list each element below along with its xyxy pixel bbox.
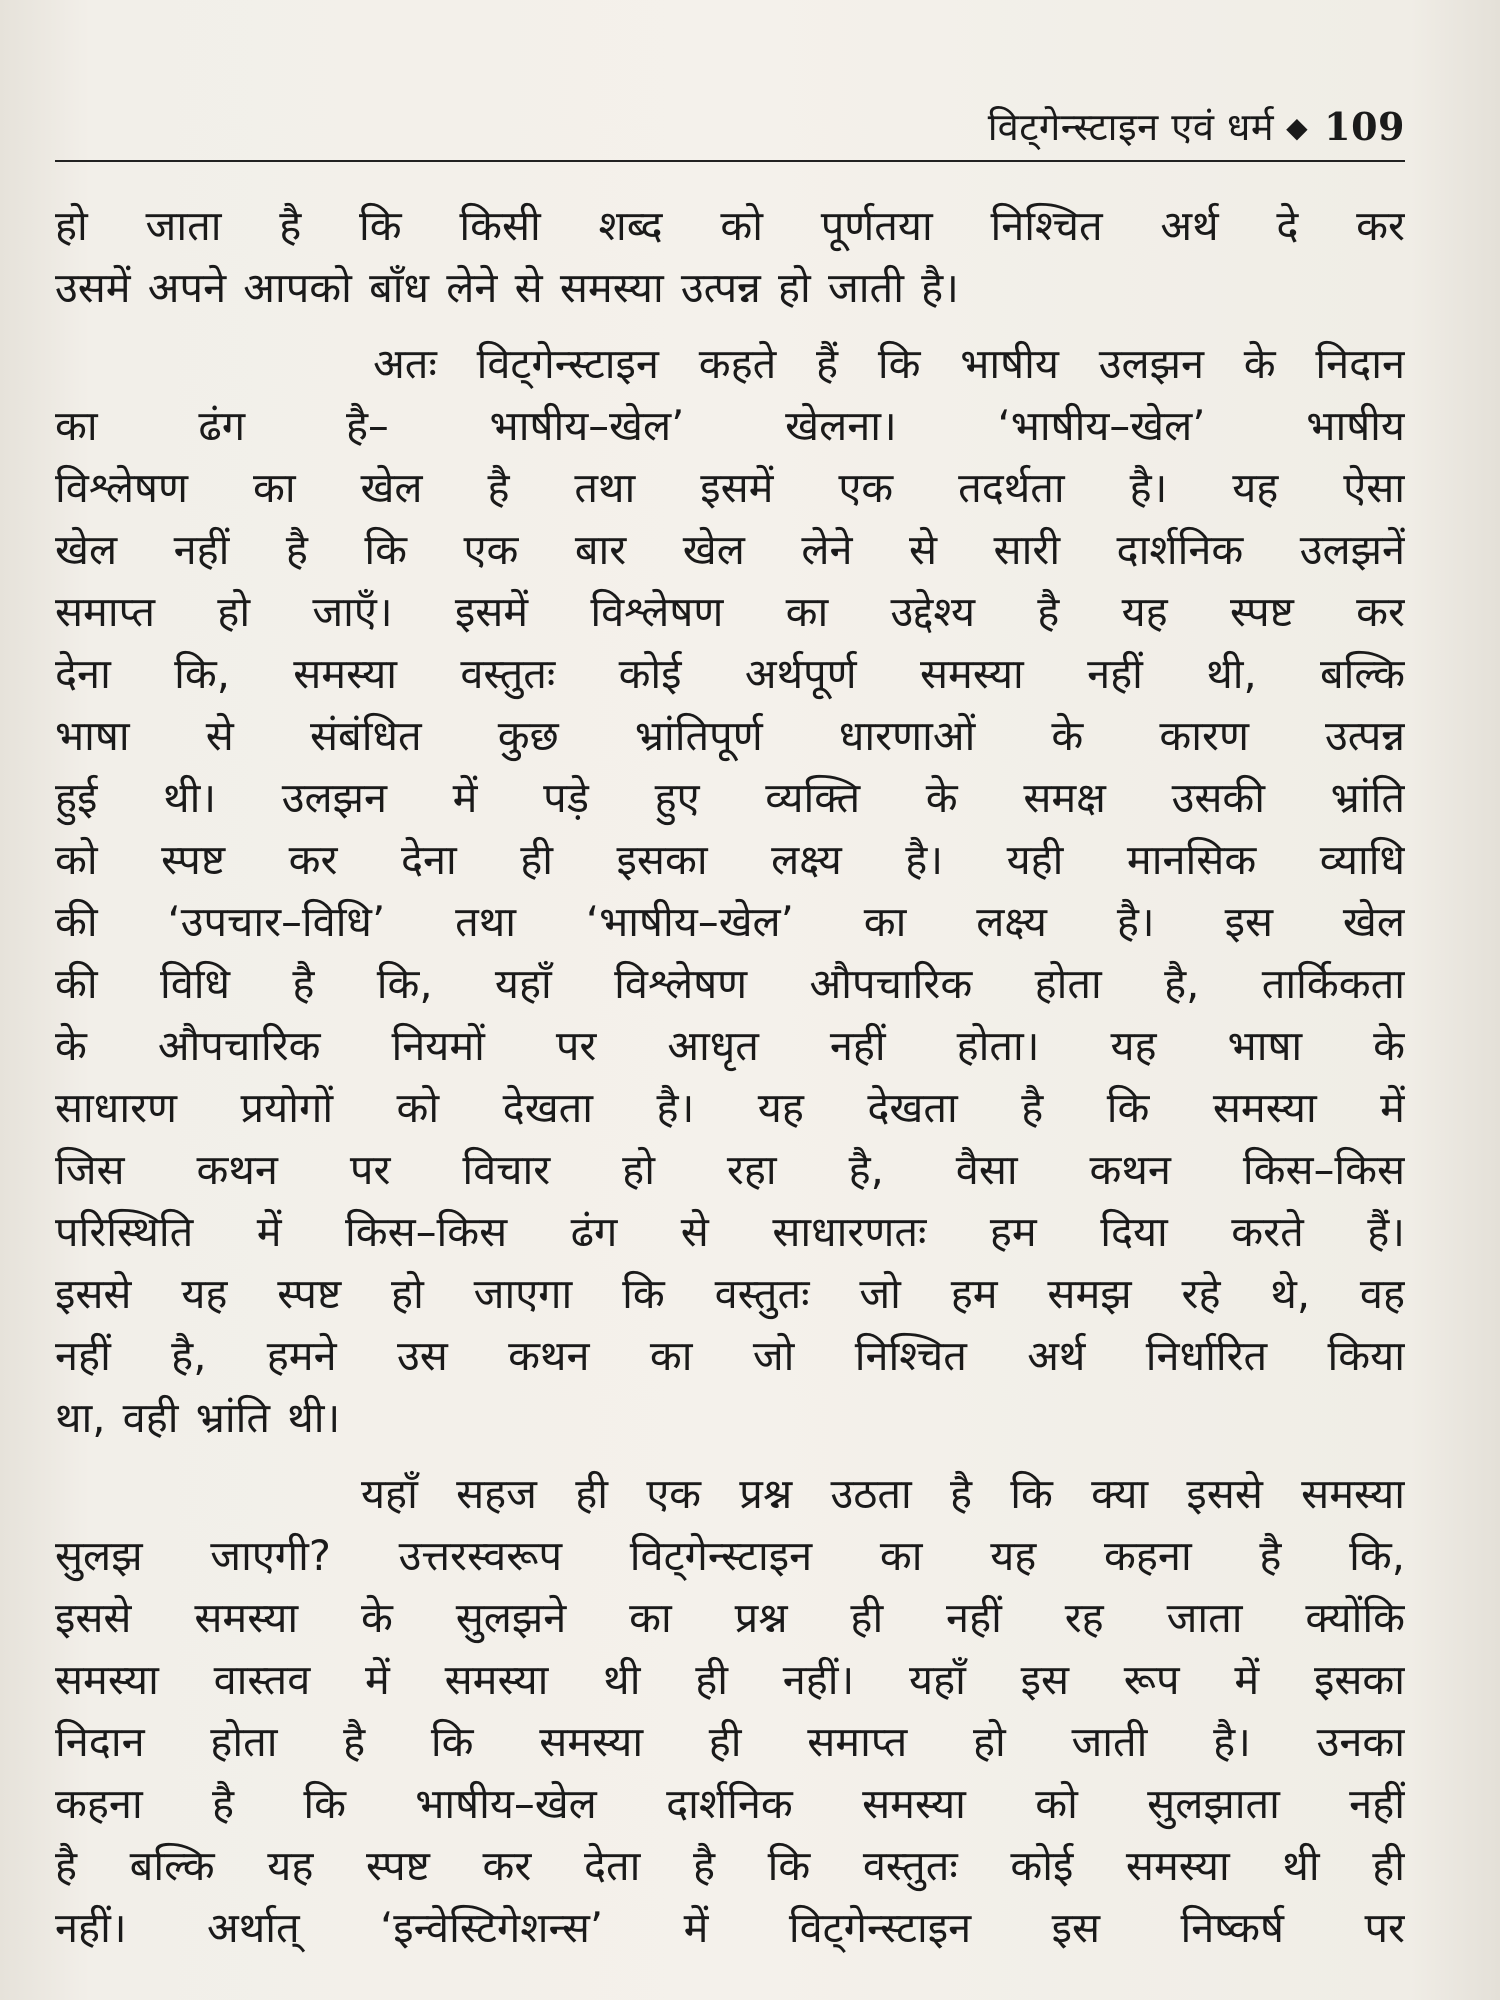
text-line: का ढंग है– भाषीय–खेल’ खेलना। ‘भाषीय–खेल’ भाषीय xyxy=(55,401,1405,450)
text-line: हुई थी। उलझन में पड़े हुए व्यक्ति के समक्ष उसकी भ्रांति xyxy=(55,773,1405,822)
text-line: परिस्थिति में किस–किस ढंग से साधारणतः हम दिया करते हैं। xyxy=(55,1207,1405,1256)
text-line: था, वही भ्रांति थी। xyxy=(55,1393,341,1442)
text-line: साधारण प्रयोगों को देखता है। यह देखता है कि समस्या में xyxy=(55,1083,1405,1132)
text-line: के औपचारिक नियमों पर आधृत नहीं होता। यह भाषा के xyxy=(55,1021,1405,1070)
text-line: निदान होता है कि समस्या ही समाप्त हो जाती है। उनका xyxy=(55,1717,1405,1766)
page-number: 109 xyxy=(1324,104,1405,149)
text-line: यहाँ सहज ही एक प्रश्न उठता है कि क्या इससे समस्या xyxy=(55,1469,1405,1518)
text-line: की विधि है कि, यहाँ विश्लेषण औपचारिक होता है, तार्किकता xyxy=(55,959,1405,1008)
running-head xyxy=(988,100,1405,152)
text-line: नहीं है, हमने उस कथन का जो निश्चित अर्थ निर्धारित किया xyxy=(55,1331,1405,1380)
text-line: खेल नहीं है कि एक बार खेल लेने से सारी दार्शनिक उलझनें xyxy=(55,525,1405,574)
text-line: इससे यह स्पष्ट हो जाएगा कि वस्तुतः जो हम समझ रहे थे, वह xyxy=(55,1269,1405,1318)
text-line: कहना है कि भाषीय–खेल दार्शनिक समस्या को सुलझाता नहीं xyxy=(55,1779,1405,1828)
text-line: समाप्त हो जाएँ। इसमें विश्लेषण का उद्देश्य है यह स्पष्ट कर xyxy=(55,587,1405,636)
text-line: नहीं। अर्थात् ‘इन्वेस्टिगेशन्स’ में विट्गेन्स्टाइन इस निष्कर्ष पर xyxy=(55,1903,1405,1952)
text-line: है बल्कि यह स्पष्ट कर देता है कि वस्तुतः कोई समस्या थी ही xyxy=(55,1841,1405,1890)
text-line: भाषा से संबंधित कुछ भ्रांतिपूर्ण धारणाओं के कारण उत्पन्न xyxy=(55,711,1405,760)
paragraph-3 xyxy=(55,1463,1405,1959)
page-header xyxy=(55,98,1405,162)
running-title: विट्गेन्स्टाइन एवं धर्म xyxy=(987,105,1275,149)
text-line: इससे समस्या के सुलझने का प्रश्न ही नहीं रह जाता क्योंकि xyxy=(55,1593,1405,1642)
text-line: समस्या वास्तव में समस्या थी ही नहीं। यहाँ इस रूप में इसका xyxy=(55,1655,1405,1704)
text-line: सुलझ जाएगी? उत्तरस्वरूप विट्गेन्स्टाइन का यह कहना है कि, xyxy=(55,1531,1405,1580)
text-line: हो जाता है कि किसी शब्द को पूर्णतया निश्चित अर्थ दे कर xyxy=(55,201,1405,250)
text-line: अतः विट्गेन्स्टाइन कहते हैं कि भाषीय उलझन के निदान xyxy=(55,339,1405,388)
text-line: को स्पष्ट कर देना ही इसका लक्ष्य है। यही मानसिक व्याधि xyxy=(55,835,1405,884)
text-line: उसमें अपने आपको बाँध लेने से समस्या उत्पन्न हो जाती है। xyxy=(55,263,959,312)
text-line: देना कि, समस्या वस्तुतः कोई अर्थपूर्ण समस्या नहीं थी, बल्कि xyxy=(55,649,1405,698)
text-line: विश्लेषण का खेल है तथा इसमें एक तदर्थता है। यह ऐसा xyxy=(55,463,1405,512)
paragraph-1 xyxy=(55,195,1405,319)
text-line: की ‘उपचार–विधि’ तथा ‘भाषीय–खेल’ का लक्ष्य है। इस खेल xyxy=(55,897,1405,946)
diamond-icon: ◆ xyxy=(1286,111,1309,144)
text-line: जिस कथन पर विचार हो रहा है, वैसा कथन किस–किस xyxy=(55,1145,1405,1194)
paragraph-2 xyxy=(55,333,1405,1449)
body-text xyxy=(55,195,1405,1959)
